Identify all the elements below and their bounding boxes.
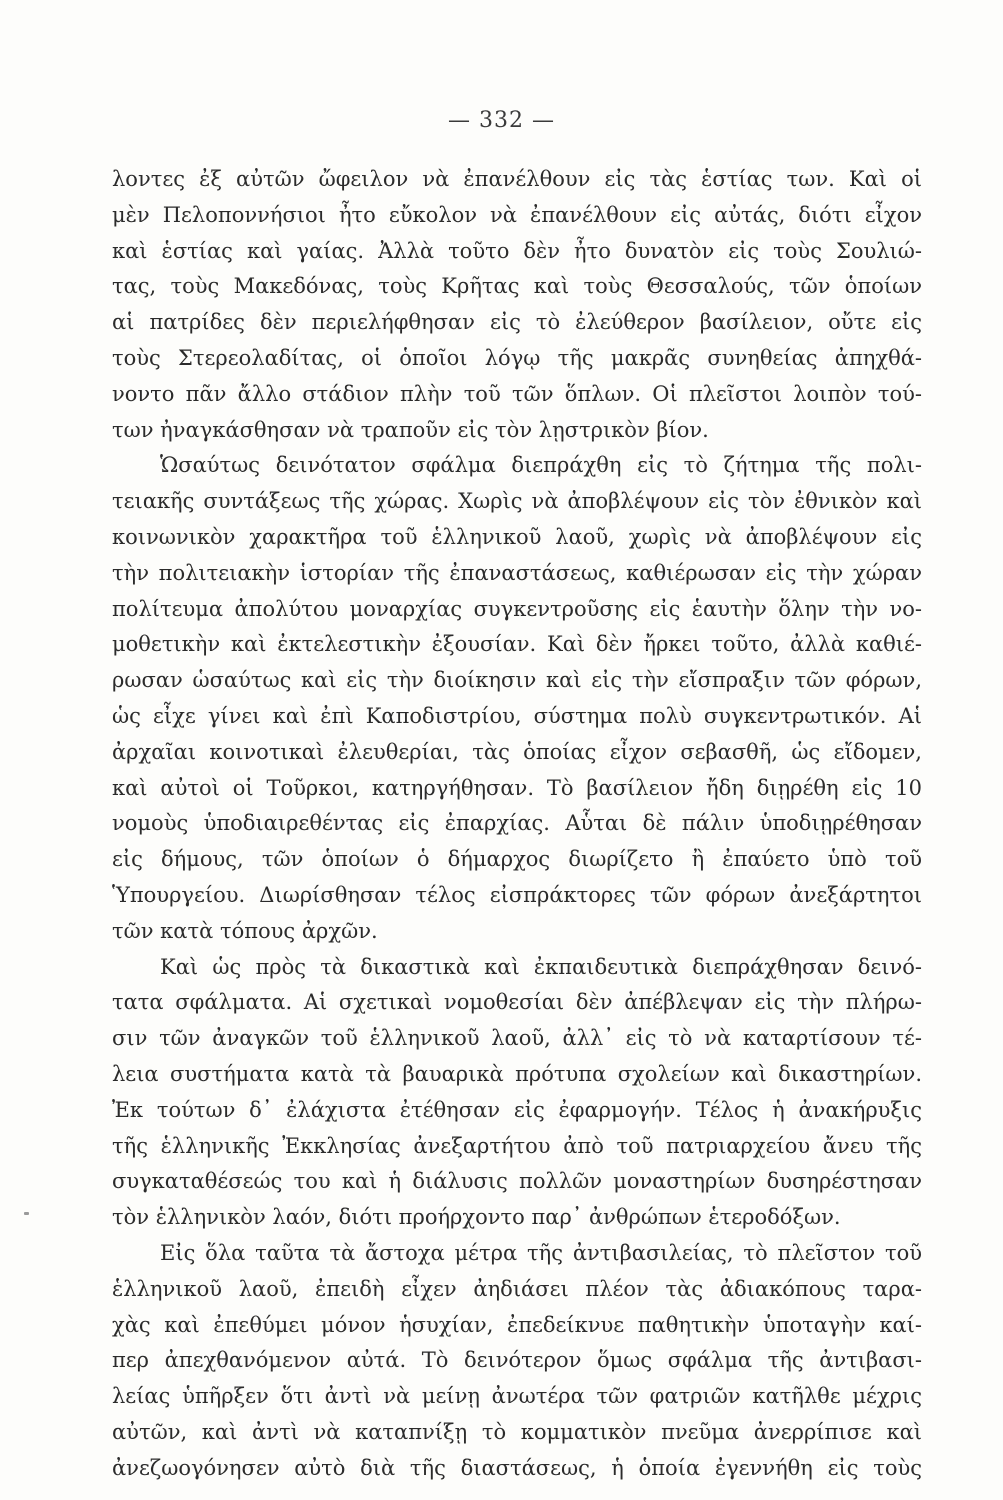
text-line: λοντες ἐξ αὐτῶν ὤφειλον νὰ ἐπανέλθουν εἰς τὰς ἑστίας των. Καὶ οἱ	[112, 167, 922, 191]
text-line: πολίτευμα ἀπολύτου μοναρχίας συγκεντροῦσης εἰς ἑαυτὴν ὅλην τὴν νο-	[112, 596, 922, 621]
text-line: ὡς εἶχε γίνει καὶ ἐπὶ Καποδιστρίου, σύστημα πολὺ συγκεντρωτικόν. Αἱ	[112, 703, 922, 728]
text-line: περ ἀπεχθανόμενον αὐτά. Τὸ δεινότερον ὅμως σφάλμα τῆς ἀντιβασι-	[112, 1348, 922, 1373]
text-line: νοντο πᾶν ἄλλο στάδιον πλὴν τοῦ τῶν ὅπλων. Οἱ πλεῖστοι λοιπὸν τού-	[112, 381, 922, 406]
text-line: χὰς καὶ ἐπεθύμει μόνον ἡσυχίαν, ἐπεδείκνυε παθητικὴν ὑποταγὴν καί-	[112, 1312, 922, 1337]
text-line: αἱ πατρίδες δὲν περιελήφθησαν εἰς τὸ ἐλεύθερον βασίλειον, οὔτε εἰς	[112, 310, 922, 335]
text-line: ἑλληνικοῦ λαοῦ, ἐπειδὴ εἶχεν ἀηδιάσει πλέον τὰς ἀδιακόπους ταρα-	[112, 1276, 922, 1301]
text-line: Ὑπουργείου. Διωρίσθησαν τέλος εἰσπράκτορες τῶν φόρων ἀνεξάρτητοι	[112, 882, 922, 907]
text-line: αὐτῶν, καὶ ἀντὶ νὰ καταπνίξῃ τὸ κομματικὸν πνεῦμα ἀνερρίπισε καὶ	[112, 1419, 922, 1444]
text-line: συγκαταθέσεώς του καὶ ἡ διάλυσις πολλῶν μοναστηρίων δυσηρέστησαν	[112, 1169, 922, 1194]
text-line: τῆς ἑλληνικῆς Ἐκκλησίας ἀνεξαρτήτου ἀπὸ τοῦ πατριαρχείου ἄνευ τῆς	[112, 1133, 922, 1158]
text-line: κοινωνικὸν χαρακτῆρα τοῦ ἑλληνικοῦ λαοῦ, χωρὶς νὰ ἀποβλέψουν εἰς	[112, 524, 922, 549]
text-line: τοὺς Στερεολαδίτας, οἱ ὁποῖοι λόγῳ τῆς μακρᾶς συνηθείας ἀπηχθά-	[112, 345, 922, 370]
body-text	[112, 162, 922, 1486]
text-line: μοθετικὴν καὶ ἐκτελεστικὴν ἐξουσίαν. Καὶ δὲν ἤρκει τοῦτο, ἀλλὰ καθιέ-	[112, 632, 922, 657]
text-line: τὸν ἑλληνικὸν λαόν, διότι προήρχοντο παρ᾿ ἀνθρώπων ἑτεροδόξων.	[112, 1205, 841, 1230]
text-line: Καὶ ὡς πρὸς τὰ δικαστικὰ καὶ ἐκπαιδευτικὰ διεπράχθησαν δεινό-	[160, 954, 922, 979]
text-line: ἀνεζωογόνησεν αὐτὸ διὰ τῆς διαστάσεως, ἡ ὁποία ἐγεννήθη εἰς τοὺς	[112, 1455, 922, 1480]
ink-speck	[24, 1212, 29, 1215]
text-line: μὲν Πελοποννήσιοι ἦτο εὔκολον νὰ ἐπανέλθουν εἰς αὐτάς, διότι εἶχον	[112, 202, 922, 227]
text-line: λεια συστήματα κατὰ τὰ βαυαρικὰ πρότυπα σχολείων καὶ δικαστηρίων.	[112, 1061, 922, 1086]
text-line: τας, τοὺς Μακεδόνας, τοὺς Κρῆτας καὶ τοὺς Θεσσαλούς, τῶν ὁποίων	[112, 274, 922, 299]
text-line: τὴν πολιτειακὴν ἱστορίαν τῆς ἐπαναστάσεως, καθιέρωσαν εἰς τὴν χώραν	[112, 560, 922, 585]
text-line: καὶ ἑστίας καὶ γαίας. Ἀλλὰ τοῦτο δὲν ἦτο δυνατὸν εἰς τοὺς Σουλιώ-	[112, 238, 922, 263]
text-line: τῶν κατὰ τόπους ἀρχῶν.	[112, 918, 378, 943]
text-line: λείας ὑπῆρξεν ὅτι ἀντὶ νὰ μείνῃ ἀνωτέρα τῶν φατριῶν κατῆλθε μέχρις	[112, 1384, 922, 1409]
text-line: τατα σφάλματα. Αἱ σχετικαὶ νομοθεσίαι δὲν ἀπέβλεψαν εἰς τὴν πλήρω-	[112, 990, 922, 1015]
page-number: — 332 —	[448, 108, 555, 133]
text-line: Ὡσαύτως δεινότατον σφάλμα διεπράχθη εἰς τὸ ζήτημα τῆς πολι-	[160, 453, 922, 478]
text-line: τειακῆς συντάξεως τῆς χώρας. Χωρὶς νὰ ἀποβλέψουν εἰς τὸν ἐθνικὸν καὶ	[112, 489, 922, 514]
text-line: καὶ αὐτοὶ οἱ Τοῦρκοι, κατηργήθησαν. Τὸ βασίλειον ἤδη διῃρέθη εἰς 10	[112, 775, 922, 800]
text-line: ἀρχαῖαι κοινοτικαὶ ἐλευθερίαι, τὰς ὁποίας εἶχον σεβασθῆ, ὡς εἴδομεν,	[112, 739, 922, 764]
text-line: εἰς δήμους, τῶν ὁποίων ὁ δήμαρχος διωρίζετο ἢ ἐπαύετο ὑπὸ τοῦ	[112, 847, 922, 872]
text-line: των ἠναγκάσθησαν νὰ τραποῦν εἰς τὸν λῃστρικὸν βίον.	[112, 417, 709, 442]
text-line: Εἰς ὅλα ταῦτα τὰ ἄστοχα μέτρα τῆς ἀντιβασιλείας, τὸ πλεῖστον τοῦ	[160, 1240, 922, 1265]
text-line: Ἐκ τούτων δ᾿ ἐλάχιστα ἐτέθησαν εἰς ἐφαρμογήν. Τέλος ἡ ἀνακήρυξις	[112, 1097, 922, 1122]
text-line: σιν τῶν ἀναγκῶν τοῦ ἑλληνικοῦ λαοῦ, ἀλλ᾿ εἰς τὸ νὰ καταρτίσουν τέ-	[112, 1026, 922, 1051]
text-line: νομοὺς ὑποδιαιρεθέντας εἰς ἐπαρχίας. Αὗται δὲ πάλιν ὑποδιῃρέθησαν	[112, 811, 922, 836]
text-line: ρωσαν ὡσαύτως καὶ εἰς τὴν διοίκησιν καὶ εἰς τὴν εἴσπραξιν τῶν φόρων,	[112, 668, 922, 693]
